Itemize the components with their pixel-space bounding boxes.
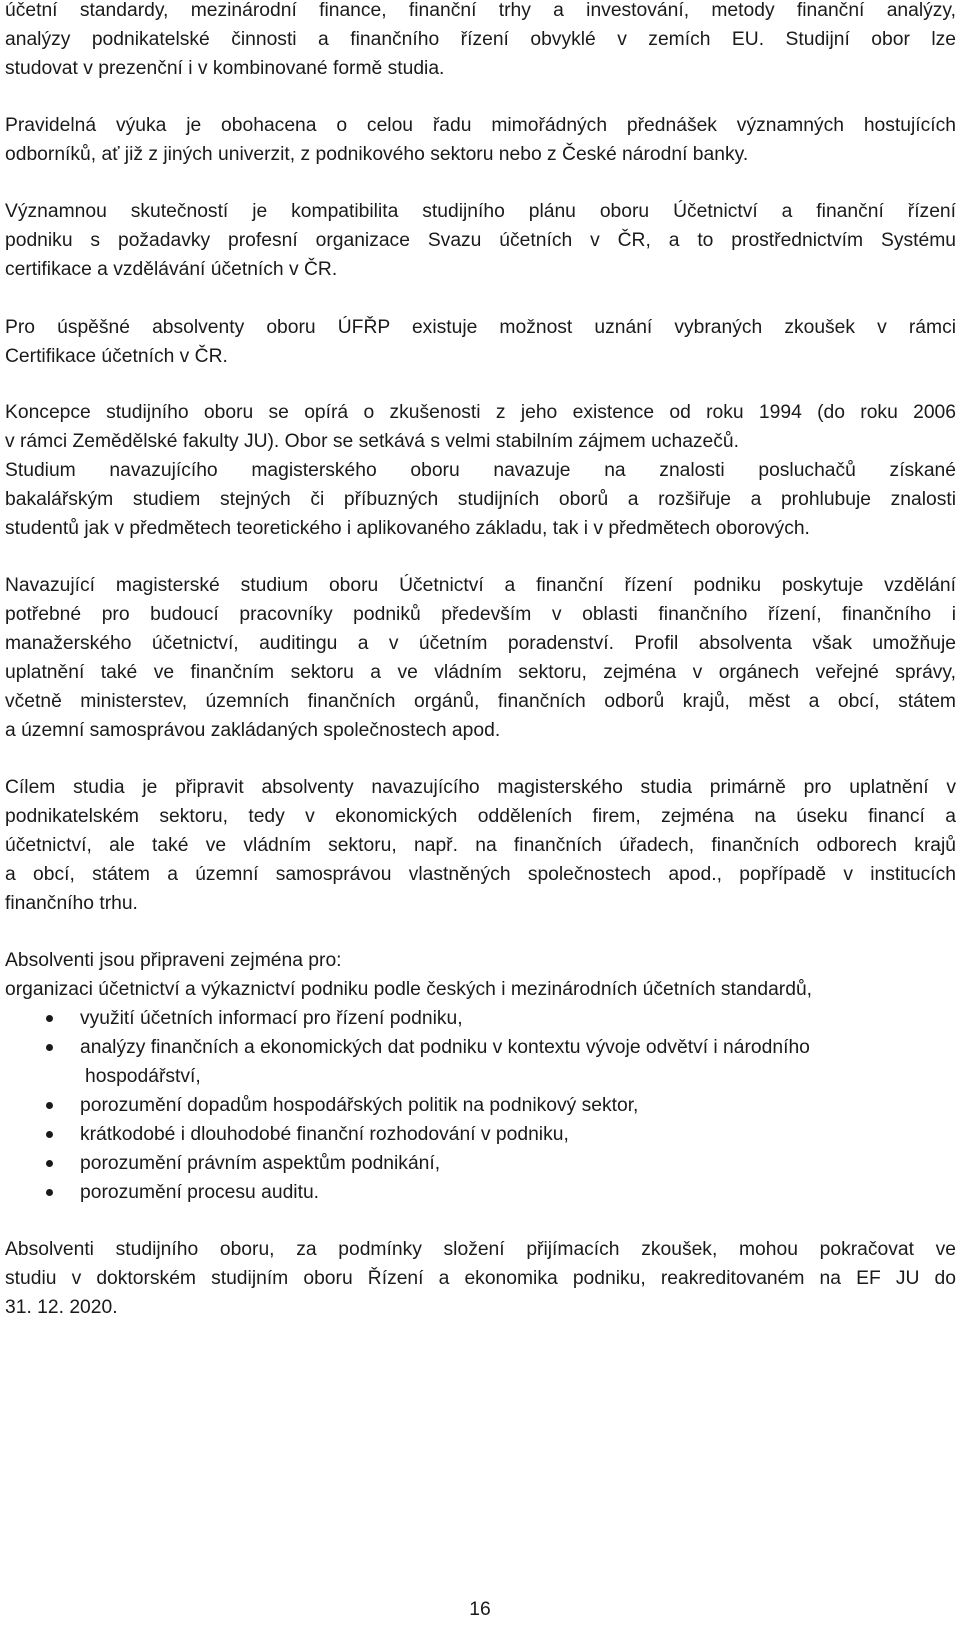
bullet-icon: [46, 1189, 53, 1196]
list-item-text: krátkodobé i dlouhodobé finanční rozhodování v podniku,: [80, 1124, 569, 1145]
text-line: podnikatelském sektoru, tedy v ekonomických odděleních firem, zejména na úseku financí a: [5, 806, 956, 827]
paragraph-study-content: [5, 0, 956, 83]
paragraph-concept: [5, 398, 956, 543]
list-item: [5, 1120, 956, 1149]
text-line: certifikace a vzdělávání účetních v ČR.: [5, 259, 338, 280]
paragraph-graduates-prepared: [5, 946, 956, 1004]
text-line: Studium navazujícího magisterského oboru navazuje na znalosti posluchačů získané: [5, 460, 956, 481]
bullet-icon: [46, 1102, 53, 1109]
list-item-text: analýzy finančních a ekonomických dat podniku v kontextu vývoje odvětví i národního: [80, 1037, 810, 1058]
text-line: účetní standardy, mezinárodní finance, finanční trhy a investování, metody finanční analýzy,: [5, 0, 956, 21]
text-line: a obcí, státem a územní samosprávou vlastněných společnostech apod., popřípadě v institucích: [5, 864, 956, 885]
list-item: [5, 1033, 956, 1091]
text-line: analýzy podnikatelské činnosti a finančního řízení obvyklé v zemích EU. Studijní obor lze: [5, 29, 956, 50]
text-line: Absolventi jsou připraveni zejména pro:: [5, 950, 342, 971]
graduate-skills-list: [5, 1004, 956, 1207]
text-line: finančního trhu.: [5, 893, 138, 914]
bullet-icon: [46, 1044, 53, 1051]
paragraph-doctoral-continuation: [5, 1235, 956, 1322]
list-item: [5, 1149, 956, 1178]
text-line: Navazující magisterské studium oboru Účetnictví a finanční řízení podniku poskytuje vzdělání: [5, 575, 956, 596]
list-item-text: porozumění dopadům hospodářských politik na podnikový sektor,: [80, 1095, 639, 1116]
paragraph-compatibility: [5, 197, 956, 284]
text-line: bakalářským studiem stejných či příbuzných studijních oborů a rozšiřuje a prohlubuje znalosti: [5, 489, 956, 510]
text-line: Významnou skutečností je kompatibilita studijního plánu oboru Účetnictví a finanční řízení: [5, 201, 956, 222]
list-item-text-continued: hospodářství,: [85, 1066, 201, 1087]
page-number: 16: [469, 1599, 491, 1620]
bullet-icon: [46, 1160, 53, 1167]
paragraph-lectures: [5, 111, 956, 169]
text-line: a územní samosprávou zakládaných společnostech apod.: [5, 720, 501, 741]
bullet-icon: [46, 1015, 53, 1022]
text-line: studiu v doktorském studijním oboru Řízení a ekonomika podniku, reakreditovaném na EF JU do: [5, 1268, 956, 1289]
paragraph-master-study: [5, 571, 956, 745]
text-line: manažerského účetnictví, auditingu a v účetním poradenství. Profil absolventa však umožňuje: [5, 633, 956, 654]
text-line: studentů jak v předmětech teoretického i aplikovaného základu, tak i v předmětech oborových.: [5, 518, 810, 539]
list-item-text: využití účetních informací pro řízení podniku,: [80, 1008, 463, 1029]
text-line: studovat v prezenční i v kombinované formě studia.: [5, 58, 445, 79]
text-line: účetnictví, ale také ve vládním sektoru, např. na finančních úřadech, finančních odborech krajů: [5, 835, 956, 856]
text-line: 31. 12. 2020.: [5, 1297, 118, 1318]
paragraph-certification: [5, 313, 956, 371]
paragraph-study-goal: [5, 773, 956, 918]
text-line: včetně ministerstev, územních finančních orgánů, finančních odborů krajů, měst a obcí, státem: [5, 691, 956, 712]
text-line: organizaci účetnictví a výkaznictví podniku podle českých i mezinárodních účetních standardů,: [5, 979, 813, 1000]
text-line: Absolventi studijního oboru, za podmínky složení přijímacích zkoušek, mohou pokračovat ve: [5, 1239, 956, 1260]
bullet-icon: [46, 1131, 53, 1138]
text-line: uplatnění také ve finančním sektoru a ve vládním sektoru, zejména v orgánech veřejné správy,: [5, 662, 956, 683]
text-line: Cílem studia je připravit absolventy navazujícího magisterského studia primárně pro uplatnění v: [5, 777, 956, 798]
list-item-text: porozumění právním aspektům podnikání,: [80, 1153, 441, 1174]
list-item: [5, 1004, 956, 1033]
text-line: Pravidelná výuka je obohacena o celou řadu mimořádných přednášek významných hostujících: [5, 115, 956, 136]
list-item: [5, 1091, 956, 1120]
text-line: odborníků, ať již z jiných univerzit, z podnikového sektoru nebo z České národní banky.: [5, 144, 749, 165]
text-line: Koncepce studijního oboru se opírá o zkušenosti z jeho existence od roku 1994 (do roku 2006: [5, 402, 956, 423]
text-line: Certifikace účetních v ČR.: [5, 346, 228, 367]
list-item-text: porozumění procesu auditu.: [80, 1182, 320, 1203]
text-line: podniku s požadavky profesní organizace Svazu účetních v ČR, a to prostřednictvím Systému: [5, 230, 956, 251]
text-line: v rámci Zemědělské fakulty JU). Obor se setkává s velmi stabilním zájmem uchazečů.: [5, 431, 739, 452]
list-item: [5, 1178, 956, 1207]
text-line: Pro úspěšné absolventy oboru ÚFŘP existuje možnost uznání vybraných zkoušek v rámci: [5, 317, 956, 338]
text-line: potřebné pro budoucí pracovníky podniků především v oblasti finančního řízení, finančního i: [5, 604, 956, 625]
